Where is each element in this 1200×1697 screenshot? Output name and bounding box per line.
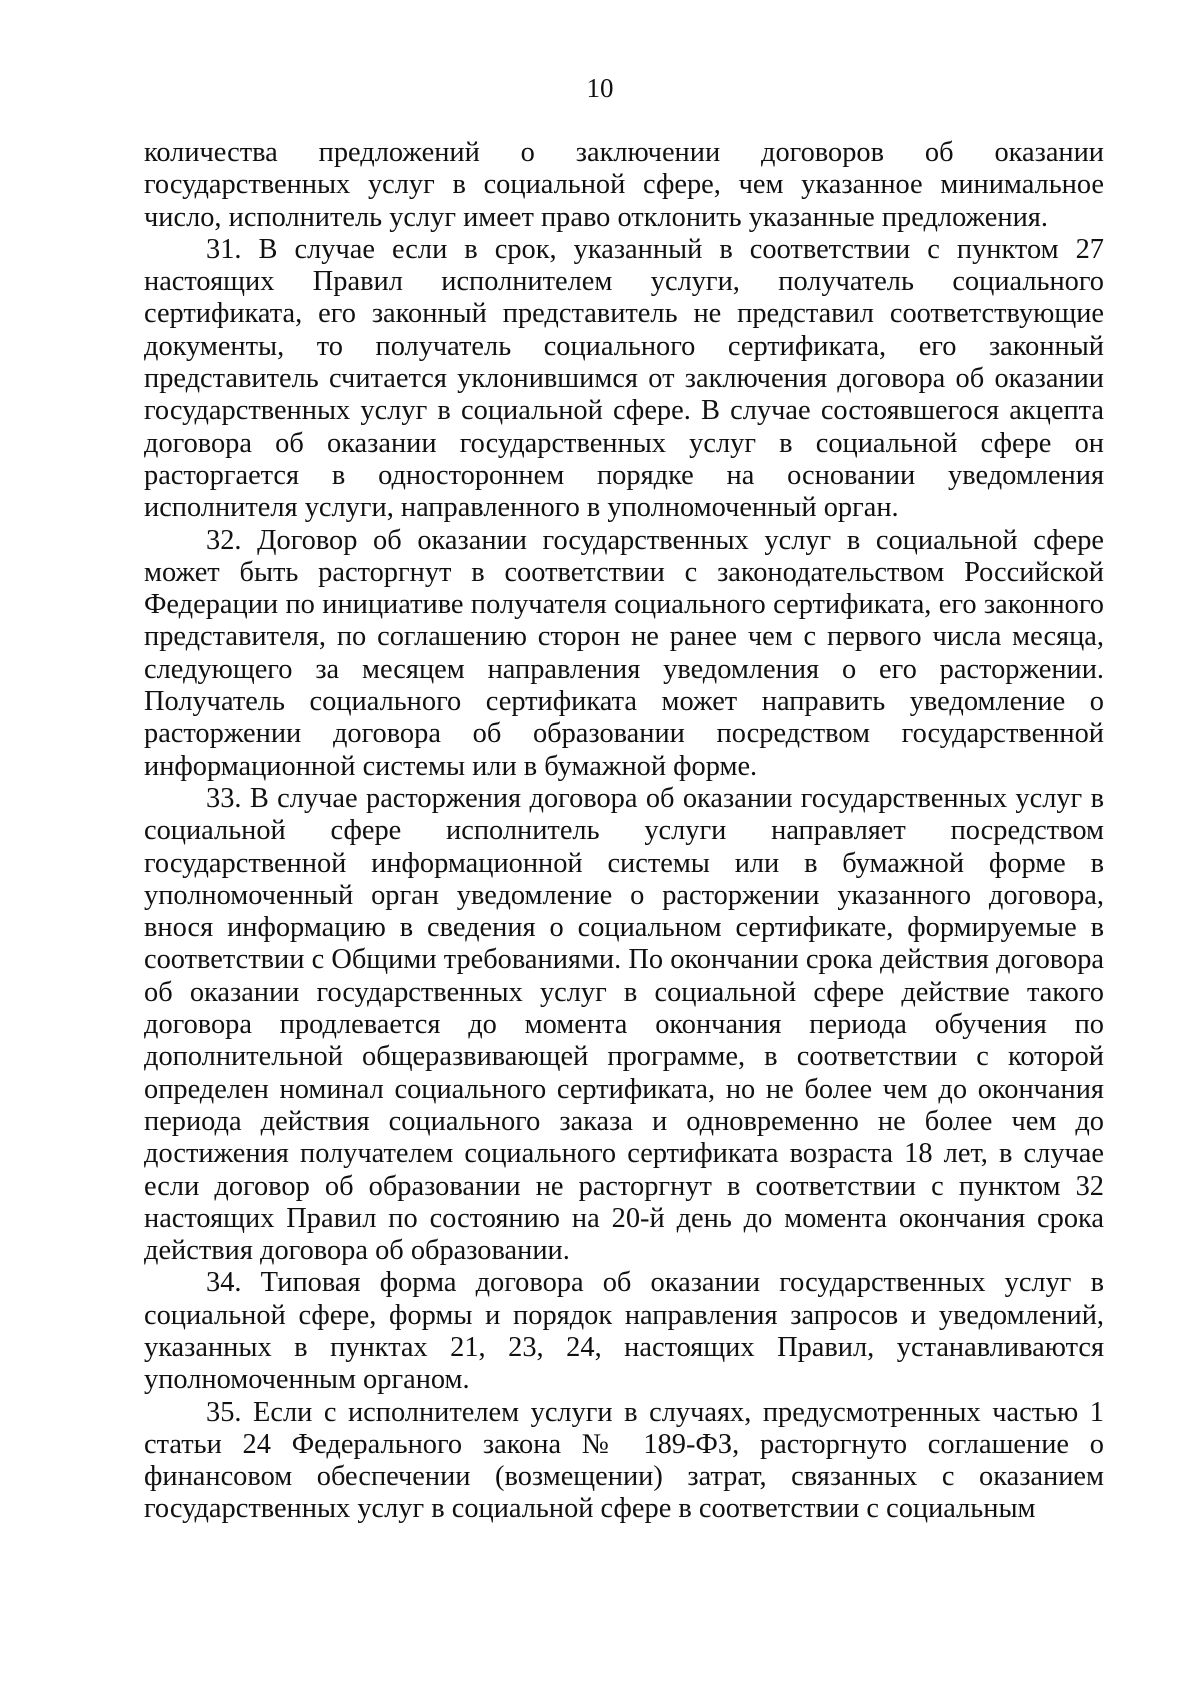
page-number: 10 [586,73,614,103]
document-body [144,137,1104,1526]
paragraph-30-continuation: количества предложений о заключении договоров об оказании государственных услуг в социальной сфере, чем указанное минимальное число, исполнитель услуг имеет право отклонить указанные предложения. [144,137,1104,233]
paragraph-31: 31. В случае если в срок, указанный в соответствии с пунктом 27 настоящих Правил исполнителем услуги, получатель социального сертификата, его законный представитель не представил соответствующие документы, то получатель социального сертификата, его законный представитель считается уклонившимся от заключения договора об оказании государственных услуг в социальной сфере. В случае состоявшегося акцепта договора об оказании государственных услуг в социальной сфере он расторгается в одностороннем порядке на основании уведомления исполнителя услуги, направленного в уполномоченный орган. [144,233,1104,524]
paragraph-34: 34. Типовая форма договора об оказании государственных услуг в социальной сфере, формы и порядок направления запросов и уведомлений, указанных в пунктах 21, 23, 24, настоящих Правил, устанавливаются уполномоченным органом. [144,1267,1104,1396]
paragraph-35: 35. Если с исполнителем услуги в случаях, предусмотренных частью 1 статьи 24 Федерального закона № 189-ФЗ, расторгнуто соглашение о финансовом обеспечении (возмещении) затрат, связанных с оказанием государственных услуг в социальной сфере в соответствии с социальным [144,1396,1104,1525]
paragraph-32: 32. Договор об оказании государственных услуг в социальной сфере может быть расторгнут в соответствии с законодательством Российской Федерации по инициативе получателя социального сертификата, его законного представителя, по соглашению сторон не ранее чем с первого числа месяца, следующего за месяцем направления уведомления о его расторжении. Получатель социального сертификата может направить уведомление о расторжении договора об образовании посредством государственной информационной системы или в бумажной форме. [144,524,1104,782]
paragraph-33: 33. В случае расторжения договора об оказании государственных услуг в социальной сфере исполнитель услуги направляет посредством государственной информационной системы или в бумажной форме в уполномоченный орган уведомление о расторжении указанного договора, внося информацию в сведения о социальном сертификате, формируемые в соответствии с Общими требованиями. По окончании срока действия договора об оказании государственных услуг в социальной сфере действие такого договора продлевается до момента окончания периода обучения по дополнительной общеразвивающей программе, в соответствии с которой определен номинал социального сертификата, но не более чем до окончания периода действия социального заказа и одновременно не более чем до достижения получателем социального сертификата возраста 18 лет, в случае если договор об образовании не расторгнут в соответствии с пунктом 32 настоящих Правил по состоянию на 20-й день до момента окончания срока действия договора об образовании. [144,782,1104,1267]
